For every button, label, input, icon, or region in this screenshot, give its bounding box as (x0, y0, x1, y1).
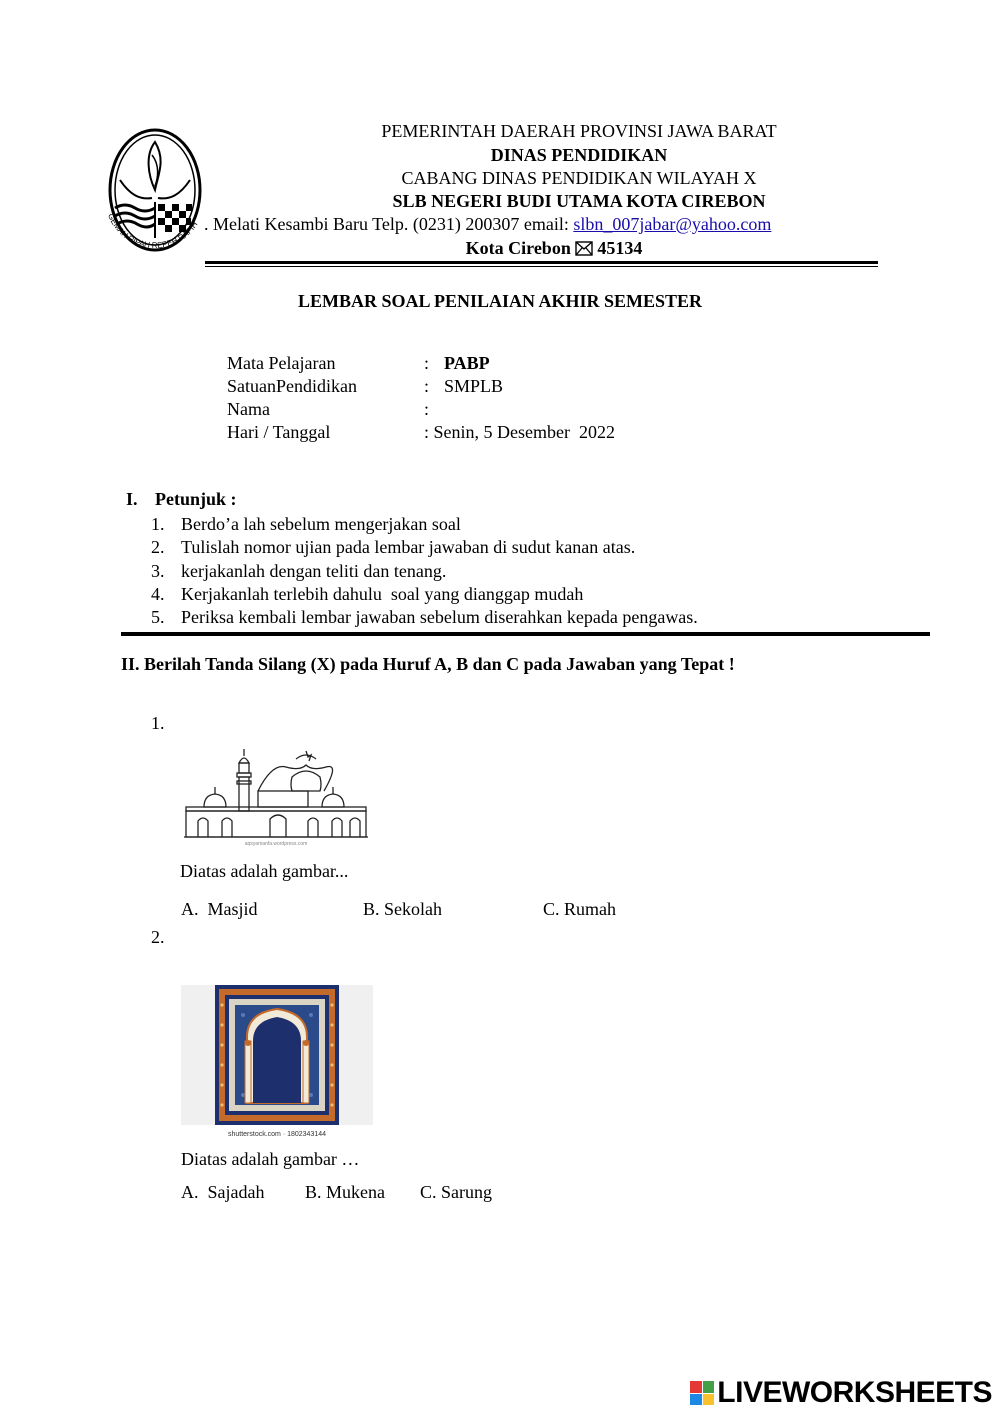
question-1-option-a[interactable]: A. Masjid (181, 899, 258, 919)
identity-value-name[interactable] (444, 399, 744, 419)
header-branch: CABANG DINAS PENDIDIKAN WILAYAH X (401, 168, 757, 188)
identity-label-date: Hari / Tanggal (227, 422, 331, 442)
instruction-number: 3. (151, 561, 165, 581)
question-2-option-a[interactable]: A. Sajadah (181, 1182, 265, 1202)
section-1-title: Petunjuk : (155, 489, 237, 509)
identity-sep-name: : (424, 399, 430, 419)
header-divider-thin (205, 266, 878, 267)
instruction-text: kerjakanlah dengan teliti dan tenang. (181, 561, 447, 581)
logo-motto: GEMAH RIPAH REPEH RAPIH (106, 212, 200, 250)
mosque-icon (182, 747, 370, 847)
instruction-number: 1. (151, 514, 165, 534)
city-text: Kota Cirebon (465, 238, 576, 258)
question-2-prompt: Diatas adalah gambar … (181, 1149, 360, 1169)
header-school-name: SLB NEGERI BUDI UTAMA KOTA CIREBON (392, 191, 766, 211)
liveworksheets-badge-icon (690, 1381, 714, 1405)
question-1-prompt: Diatas adalah gambar... (180, 861, 349, 881)
liveworksheets-wordmark: LIVEWORKSHEETS (717, 1376, 992, 1409)
instruction-text: Berdo’a lah sebelum mengerjakan soal (181, 514, 461, 534)
instruction-text: Periksa kembali lembar jawaban sebelum diserahkan kepada pengawas. (181, 607, 698, 627)
question-2-option-b[interactable]: B. Mukena (305, 1182, 385, 1202)
instruction-text: Tulislah nomor ujian pada lembar jawaban di sudut kanan atas. (181, 537, 636, 557)
section-2-title: II. Berilah Tanda Silang (X) pada Huruf A, B dan C pada Jawaban yang Tepat ! (121, 654, 735, 674)
prayer-rug-icon (181, 985, 373, 1141)
identity-value-subject: PABP (444, 353, 490, 373)
instruction-number: 2. (151, 537, 165, 557)
question-1-option-b[interactable]: B. Sekolah (363, 899, 442, 919)
identity-sep-unit: : (424, 376, 430, 396)
email-link[interactable]: slbn_007jabar@yahoo.com (573, 214, 772, 234)
instruction-number: 4. (151, 584, 165, 604)
header-city (204, 238, 904, 261)
instruction-number: 5. (151, 607, 165, 627)
identity-label-unit: SatuanPendidikan (227, 376, 357, 396)
instruction-text: Kerjakanlah terlebih dahulu soal yang dianggap mudah (181, 584, 584, 604)
header-address (204, 214, 771, 235)
header-government: PEMERINTAH DAERAH PROVINSI JAWA BARAT (381, 121, 777, 141)
section-1-number: I. (126, 489, 138, 509)
envelope-icon (575, 240, 593, 261)
identity-value-unit: SMPLB (444, 376, 504, 396)
section-divider (121, 632, 930, 636)
west-java-emblem-logo (100, 120, 210, 270)
page-title: LEMBAR SOAL PENILAIAN AKHIR SEMESTER (297, 291, 703, 311)
postal-code: 45134 (597, 238, 643, 258)
header-divider-thick (205, 261, 878, 264)
question-1-image-caption: aqsyamanfa.wordpress.com (244, 841, 308, 847)
question-2-number: 2. (151, 927, 165, 947)
identity-label-subject: Mata Pelajaran (227, 353, 336, 373)
question-1-number: 1. (151, 713, 165, 733)
address-text: . Melati Kesambi Baru Telp. (0231) 200307 email: (204, 214, 574, 234)
question-2-option-c[interactable]: C. Sarung (420, 1182, 492, 1202)
identity-sep-subject: : (424, 353, 430, 373)
header-department: DINAS PENDIDIKAN (490, 145, 668, 165)
question-2-image-caption: shutterstock.com · 1802343144 (227, 1131, 327, 1138)
liveworksheets-logo[interactable] (690, 1376, 992, 1410)
question-1-option-c[interactable]: C. Rumah (543, 899, 617, 919)
identity-label-name: Nama (227, 399, 270, 419)
identity-value-date: : Senin, 5 Desember 2022 (424, 422, 615, 442)
